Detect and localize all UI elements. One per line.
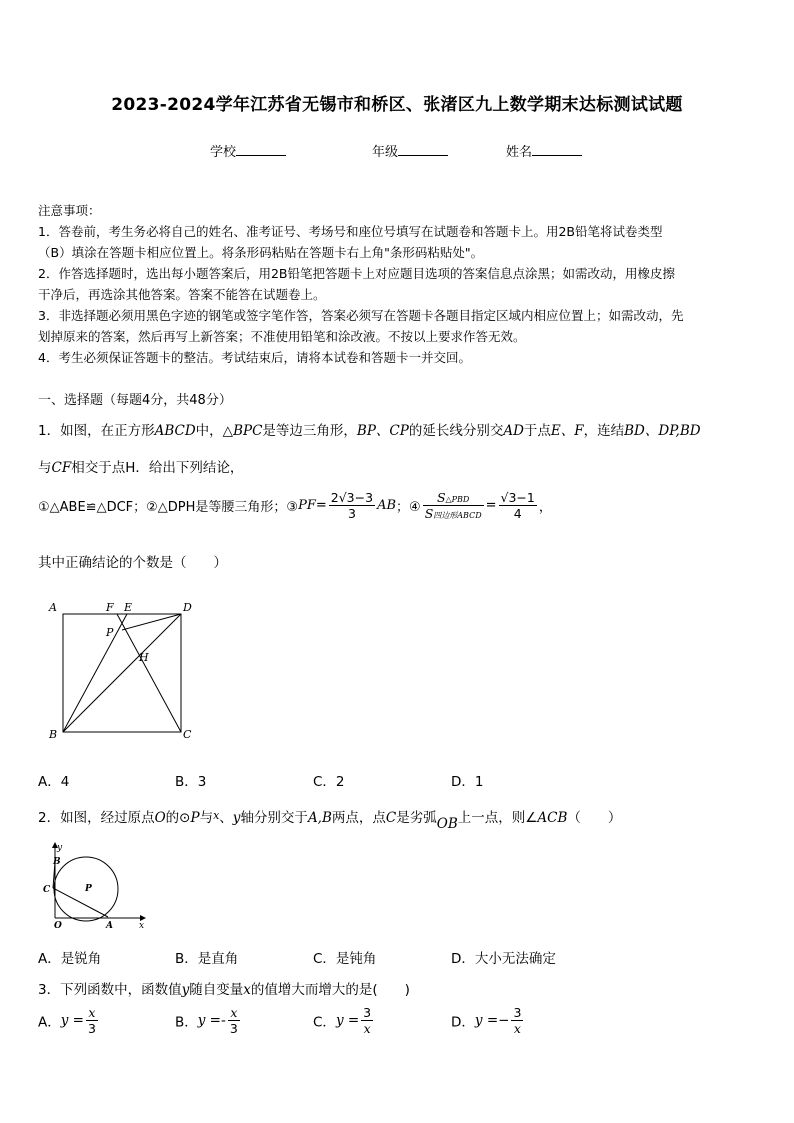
- q1-segments: BD、DP,BD: [624, 423, 701, 439]
- q1-line-dp: [122, 614, 181, 630]
- q3-y: y: [181, 982, 190, 998]
- q3-text: 的值增大而增大的是( ): [250, 982, 410, 998]
- q1-label-f: F: [106, 601, 114, 614]
- q1-c4-den-s: S: [424, 506, 434, 521]
- name-blank[interactable]: [532, 143, 582, 156]
- q1-line-be: [63, 614, 127, 732]
- q1-label-e: E: [124, 601, 133, 614]
- q3-option-label: D．: [451, 1014, 475, 1031]
- q1-label-d: D: [183, 601, 192, 614]
- q1-option-a[interactable]: A．4: [38, 774, 70, 790]
- q1-diagonal-bd: [63, 614, 181, 732]
- q2-label-p: P: [85, 884, 92, 894]
- school-blank[interactable]: [236, 143, 286, 156]
- q1-segment: CF: [51, 460, 72, 476]
- q2-line-ca: [53, 888, 108, 917]
- q1-text: 于点: [523, 423, 551, 439]
- q2-point-c: C: [385, 810, 397, 826]
- page-title: 2023-2024学年江苏省无锡市和桥区、张渚区九上数学期末达标测试试题: [111, 95, 683, 115]
- q1-text: 是等边三角形，: [262, 423, 357, 439]
- q1-ask: 其中正确结论的个数是（ ）: [38, 555, 227, 571]
- q2-label-b: B: [53, 857, 61, 867]
- q2-label-o: O: [54, 921, 62, 931]
- q3-option-lhs: y =: [60, 1012, 84, 1029]
- q1-label-a: A: [49, 601, 57, 614]
- q2-label-a: A: [106, 921, 113, 931]
- q1-line1: [38, 419, 701, 439]
- q1-label-h: H: [139, 651, 149, 664]
- q1-label-p: P: [106, 626, 114, 639]
- q3-option-num: 3: [363, 1005, 372, 1020]
- q1-c4-end: ，: [538, 500, 552, 515]
- q3-option-sign: -: [221, 1012, 226, 1029]
- q1-c4-ratio: [423, 490, 484, 521]
- q3-option-lhs: y =: [474, 1012, 499, 1029]
- name-field[interactable]: [506, 141, 582, 160]
- q1-line2: [38, 456, 243, 476]
- q3-option-label: C．: [313, 1014, 336, 1031]
- q3-option-den: 3: [229, 1021, 238, 1036]
- q2-stem: [38, 806, 622, 832]
- q1-c4-rden: 4: [513, 506, 522, 521]
- q1-square: ABCD: [154, 423, 196, 439]
- q2-x: x: [213, 809, 220, 822]
- q3-text: 随自变量: [189, 982, 244, 998]
- notice-line: 1．答卷前，考生务必将自己的姓名、准考证号、考场号和座位号填写在试题卷和答题卡上。用2B铅笔将试卷类型: [38, 224, 663, 239]
- q3-option-num: x: [228, 1005, 240, 1021]
- q3-option-den: 3: [87, 1021, 96, 1036]
- q2-angle-acb: ACB: [537, 810, 568, 826]
- q3-option-a[interactable]: [38, 1005, 100, 1036]
- q2-text: 与: [199, 810, 214, 826]
- notice-line: 划掉原来的答案，然后再写上新答案；不准使用铅笔和涂改液。不按以上要求作答无效。: [38, 329, 526, 344]
- q1-points: E、F: [550, 423, 584, 439]
- q1-text: 1．如图，在正方形: [38, 423, 155, 439]
- q2-option-d[interactable]: D．大小无法确定: [451, 951, 556, 967]
- q3-option-fraction: [511, 1005, 523, 1036]
- q1-c4-pre: ；④: [396, 500, 421, 515]
- q2-option-b[interactable]: B．是直角: [175, 951, 239, 967]
- grade-field[interactable]: [372, 141, 448, 160]
- q3-option-fraction: [228, 1005, 240, 1036]
- q2-option-c[interactable]: C．是钝角: [313, 951, 377, 967]
- q3-option-label: A．: [38, 1014, 61, 1031]
- q3-option-fraction: [361, 1005, 373, 1036]
- q2-label-y: y: [57, 843, 63, 853]
- q1-c4-value: [499, 490, 537, 521]
- q1-figure: [40, 598, 210, 743]
- q1-text: 的延长线分别交: [408, 423, 504, 439]
- q3-option-sign: −: [498, 1012, 510, 1029]
- q1-label-b: B: [49, 728, 58, 741]
- q2-label-x: x: [139, 921, 145, 931]
- q1-text: 中，△: [195, 423, 234, 439]
- q1-c4-num: [423, 490, 484, 506]
- q2-option-a[interactable]: A．是锐角: [38, 951, 102, 967]
- q3-option-d[interactable]: [451, 1005, 525, 1036]
- q1-lines: BP、CP: [356, 423, 409, 439]
- q2-origin: O: [154, 810, 166, 826]
- grade-blank[interactable]: [398, 143, 448, 156]
- school-label: 学校: [210, 145, 237, 160]
- notice-line: 3．非选择题必须用黑色字迹的钢笔或签字笔作答，答案必须写在答题卡各题目指定区域内相应位置上；如需改动，先: [38, 308, 684, 323]
- q1-text: ，连结: [583, 423, 625, 439]
- q1-text: 相交于点H．给出下列结论，: [71, 460, 244, 476]
- q3-x: x: [243, 982, 251, 998]
- q2-arc-ob: OB: [436, 816, 458, 832]
- q1-conclusions: [38, 490, 552, 521]
- q2-label-c: C: [43, 885, 51, 895]
- q2-text: 轴分别交于: [240, 810, 308, 826]
- q3-option-lhs: y =: [197, 1012, 221, 1029]
- q2-text: 的⊙: [165, 810, 191, 826]
- q1-option-d[interactable]: D．1: [451, 774, 484, 790]
- q1-c4-den-sub: 四边形ABCD: [433, 511, 482, 520]
- notice-heading: 注意事项：: [38, 203, 101, 218]
- grade-label: 年级: [372, 145, 399, 160]
- q1-c4-rnum: √3−1: [500, 490, 535, 505]
- q3-stem: [38, 978, 410, 998]
- notice-line: 干净后，再选涂其他答案。答案不能答在试题卷上。: [38, 287, 326, 302]
- q2-text: 、: [219, 810, 233, 826]
- q2-text: 上一点，则∠: [457, 810, 538, 826]
- q1-label-c: C: [183, 728, 192, 741]
- q2-y: y: [232, 810, 241, 826]
- q2-circle-p: P: [190, 810, 200, 826]
- q1-c3-fraction: [329, 490, 375, 521]
- q2-text: 2．如图，经过原点: [38, 810, 155, 826]
- q2-points-ab: A,B: [307, 810, 332, 826]
- q3-option-label: B．: [175, 1014, 198, 1031]
- q1-option-c[interactable]: C．2: [313, 774, 345, 790]
- q3-option-lhs: y =: [335, 1012, 360, 1029]
- q1-c4-den: [423, 506, 484, 521]
- q1-line-cf: [117, 614, 181, 732]
- section-heading: 一、选择题（每题4分，共48分）: [38, 393, 232, 408]
- q1-option-b[interactable]: B．3: [175, 774, 207, 790]
- q1-side: AD: [503, 423, 524, 439]
- notice-line: 4．考生必须保证答题卡的整洁。考试结束后，请将本试卷和答题卡一并交回。: [38, 350, 471, 365]
- q1-c4-eq: =: [485, 498, 497, 513]
- q3-option-c[interactable]: [313, 1005, 375, 1036]
- q3-option-num: 3: [513, 1005, 522, 1020]
- q3-option-den: x: [363, 1021, 371, 1036]
- q2-text: 是劣弧: [396, 810, 437, 826]
- notice-line: （B）填涂在答题卡相应位置上。将条形码粘贴在答题卡右上角"条形码粘贴处"。: [38, 245, 484, 260]
- name-label: 姓名: [506, 145, 533, 160]
- q1-c3-lhs: PF: [298, 498, 316, 513]
- q1-c3-num: 2√3−3: [330, 490, 374, 505]
- q1-text: 与: [38, 460, 52, 476]
- q1-triangle: BPC: [233, 423, 263, 439]
- q1-c4-num-sub: △PBD: [445, 495, 470, 504]
- q3-option-num: x: [86, 1005, 98, 1021]
- q1-c4-num-s: S: [436, 490, 446, 505]
- school-field[interactable]: [210, 141, 286, 160]
- q2-text: （ ）: [567, 810, 622, 826]
- q3-option-b[interactable]: [175, 1005, 242, 1036]
- q1-c3-den: 3: [347, 506, 356, 521]
- q1-c3-tail: AB: [377, 498, 397, 513]
- q2-figure: [42, 840, 157, 932]
- q3-option-fraction: [86, 1005, 98, 1036]
- q3-option-den: x: [513, 1021, 521, 1036]
- q3-text: 3．下列函数中，函数值: [38, 982, 182, 998]
- q1-c3-eq: =: [315, 498, 327, 513]
- notice-line: 2．作答选择题时，选出每小题答案后，用2B铅笔把答题卡上对应题目选项的答案信息点涂黑；如需改动，用橡皮擦: [38, 266, 675, 281]
- q1-conclusion-1-2: ①△ABE≌△DCF；②△DPH是等腰三角形；③: [38, 500, 299, 515]
- q2-text: 两点，点: [331, 810, 386, 826]
- notice-block: [38, 200, 758, 368]
